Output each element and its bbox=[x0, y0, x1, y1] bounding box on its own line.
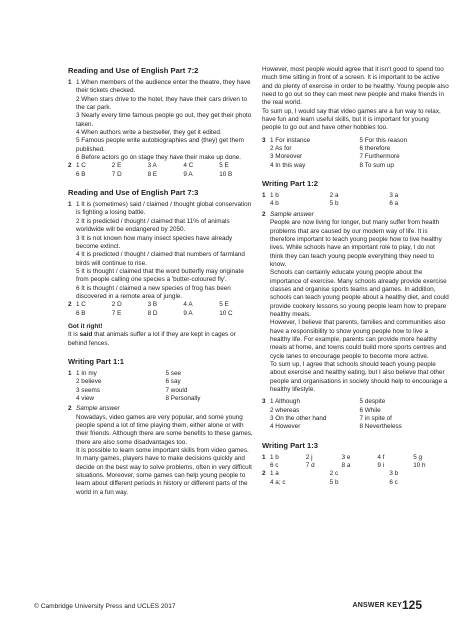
answer: 7 d bbox=[305, 462, 315, 470]
answer: 8 Personally bbox=[165, 395, 201, 402]
got-it-text-post: that animals suffer a lot if they are kept in cages or behind fences. bbox=[68, 331, 236, 347]
answer: 1 In my bbox=[76, 369, 97, 377]
answer: 10 C bbox=[219, 309, 233, 317]
answer-row bbox=[76, 301, 255, 309]
section-writing-1-3 bbox=[262, 441, 449, 487]
section-title: Reading and Use of English Part 7:2 bbox=[68, 66, 199, 75]
section-title: Writing Part 1:3 bbox=[262, 440, 318, 450]
paragraph: However, I believe that parents, families and communities also have a responsibility to show young people how to live a healthy life. For example, parents can provide more healthy meals at home, and towns could build more sports centres and cycle lanes to encourage people to become more active. bbox=[270, 319, 447, 360]
answer: 2 E bbox=[111, 162, 122, 170]
right-column bbox=[262, 66, 449, 496]
answer: 7 would bbox=[165, 386, 188, 394]
answer: 7 in spite of bbox=[359, 415, 392, 423]
answer: 5 For this reason bbox=[359, 136, 408, 144]
answer-list bbox=[76, 201, 255, 301]
page-footer bbox=[34, 598, 422, 614]
exercise-1 bbox=[68, 79, 255, 162]
answer-item: 4 It is predicted / thought / claimed that numbers of farmland birds will continue to rise. bbox=[76, 251, 245, 267]
sample-answer-continued bbox=[262, 66, 449, 170]
answer-item: 5 Famous people write autobiographies and (they) get them published. bbox=[76, 137, 244, 153]
answer-row bbox=[270, 200, 449, 208]
answer-item: 2 It is predicted / thought / claimed that 11% of animals worldwide will be endangered by 2050. bbox=[76, 217, 230, 234]
answer: 4 view bbox=[76, 395, 94, 402]
answer: 1 b bbox=[270, 192, 279, 200]
answer: 6 c bbox=[270, 462, 279, 470]
answer: 3 Moreover bbox=[270, 153, 303, 161]
paragraph: Schools can certainly educate young people about the importance of exercise. Many schools already provide exercise classes and organise sports teams and games. In addition, schools can teach young people about a healthy diet, and could provide cookery lessons so young people learn how to prepare healthy meals. bbox=[270, 269, 449, 318]
paragraph: Nowadays, video games are very popular, and some young people spend a lot of time playing them, either alone or with their friends. Although there are some benefits to these games, there are also some disadvantages too. bbox=[76, 413, 253, 446]
section-title: Writing Part 1:1 bbox=[68, 356, 124, 366]
answer: 2 j bbox=[305, 453, 313, 461]
exercise-number: 2 bbox=[262, 210, 266, 218]
answer-grid bbox=[76, 162, 255, 179]
answer-grid bbox=[76, 301, 255, 318]
answer: 9 A bbox=[183, 309, 193, 317]
answer: 7 D bbox=[111, 170, 122, 178]
answer: 5 b bbox=[329, 478, 339, 486]
answer: 3 On the other hand bbox=[270, 415, 327, 423]
answer-grid bbox=[270, 454, 449, 471]
paragraph: To sum up, I would say that video games are a fun way to relax, have fun and learn useful skills, but it is important for young people to go out and have other hobbies too. bbox=[262, 107, 441, 132]
exercise-1 bbox=[262, 192, 449, 209]
answer-row bbox=[270, 462, 449, 470]
exercise-number: 1 bbox=[68, 369, 72, 377]
got-it-right-box bbox=[68, 323, 255, 348]
answer-key-label: ANSWER KEY bbox=[352, 602, 402, 609]
answer: 1 C bbox=[76, 301, 86, 309]
answer-item: 3 It is not known how many insect species have already become extinct. bbox=[76, 234, 233, 250]
answer: 4 b bbox=[270, 200, 279, 208]
answer: 8 E bbox=[147, 170, 158, 178]
answer-grid bbox=[270, 137, 449, 170]
exercise-3 bbox=[262, 398, 449, 431]
answer-item: 6 It is thought / claimed a new species of frog has been discovered in a remote area of jungle. bbox=[76, 284, 231, 300]
exercise-2 bbox=[68, 405, 255, 497]
answer: 6 a bbox=[389, 200, 399, 208]
answer-item: 1 When members of the audience enter the theatre, they have their tickets checked. bbox=[76, 79, 251, 95]
copyright-notice: © Cambridge University Press and UCLES 2017 bbox=[34, 603, 176, 610]
answer-row bbox=[76, 162, 255, 170]
exercise-number: 2 bbox=[68, 162, 72, 170]
answer: 5 despite bbox=[359, 398, 386, 406]
exercise-1 bbox=[68, 201, 255, 301]
answer: 4 C bbox=[183, 162, 194, 170]
section-title: Writing Part 1:2 bbox=[262, 179, 318, 189]
left-column bbox=[68, 66, 255, 506]
answer-row bbox=[270, 470, 449, 478]
paragraph: It is possible to learn some important skills from video games. In many games, players have to make decisions quickly and decide on the best way to solve problems, often in very difficult situations. Moreover, some games can help young people to learn about different periods in history or different parts of the world in a fun way. bbox=[76, 447, 252, 496]
section-title: Reading and Use of English Part 7:3 bbox=[68, 188, 199, 198]
answer: 3 B bbox=[147, 301, 158, 309]
paragraph: People are now living for longer, but many suffer from health problems that are caused by our modern way of life. It is therefore important to teach young people how to live healthy lives. While schools have an important role to play, I do not think they can teach young people everything they need to know. bbox=[270, 219, 442, 268]
answer: 6 While bbox=[359, 406, 381, 414]
answer: 1 For instance bbox=[270, 136, 311, 144]
answer-item: 3 Nearly every time famous people go out, they get their photo taken. bbox=[76, 112, 252, 128]
answer: 1 a bbox=[270, 470, 279, 478]
answer: 9 A bbox=[183, 170, 193, 178]
answer: 1 b bbox=[270, 453, 279, 461]
got-it-text-bold: said bbox=[79, 331, 93, 339]
answer: 10 h bbox=[413, 462, 426, 470]
answer-item: 5 It is thought / claimed that the word butterfly may originate from people calling one species a 'butter-coloured fly'. bbox=[76, 267, 244, 284]
sample-answer-label: Sample answer bbox=[76, 405, 120, 413]
answer: 6 B bbox=[76, 309, 86, 317]
answer: 8 To sum up bbox=[359, 161, 394, 169]
section-reading-7-2 bbox=[68, 66, 255, 179]
answer-item: 6 Before actors go on stage they have their make up done. bbox=[76, 154, 242, 162]
exercise-number: 1 bbox=[68, 201, 72, 209]
exercise-number: 3 bbox=[262, 398, 266, 406]
exercise-number: 2 bbox=[68, 405, 72, 413]
answer-list bbox=[76, 79, 255, 162]
answer-item: 4 When authors write a bestseller, they get it edited. bbox=[76, 129, 222, 137]
exercise-number: 2 bbox=[262, 470, 266, 478]
answer: 3 seems bbox=[76, 386, 100, 394]
answer: 7 E bbox=[111, 309, 122, 317]
answer: 2 c bbox=[329, 470, 339, 478]
answer: 8 a bbox=[341, 462, 351, 470]
sample-answer-label: Sample answer bbox=[270, 210, 314, 218]
paragraph: However, most people would agree that it isn't good to spend too much time sitting in front of a screen. It is important to be active and do plenty of exercise in order to be healthy. Young people also need to go out so they can meet new people and make friends in the real world. bbox=[262, 66, 449, 107]
answer: 4 a; c bbox=[270, 478, 286, 486]
answer-row bbox=[270, 479, 449, 487]
exercise-number: 3 bbox=[262, 136, 266, 144]
answer: 5 g bbox=[413, 453, 423, 461]
answer: 3 a bbox=[389, 192, 399, 200]
exercise-1 bbox=[68, 370, 255, 403]
answer: 4 f bbox=[377, 453, 385, 461]
exercise-number: 1 bbox=[262, 453, 266, 461]
answer: 3 b bbox=[389, 470, 399, 478]
section-reading-7-3 bbox=[68, 188, 255, 348]
answer-row bbox=[270, 454, 449, 462]
section-writing-1-1 bbox=[68, 357, 255, 497]
exercise-2 bbox=[68, 301, 255, 318]
exercise-number: 1 bbox=[68, 79, 72, 86]
got-it-text-pre: It is bbox=[68, 331, 80, 339]
exercise-2 bbox=[262, 470, 449, 487]
answer-grid bbox=[270, 470, 449, 487]
answer: 2 whereas bbox=[270, 406, 300, 414]
answer: 6 say bbox=[165, 378, 181, 386]
answer-row bbox=[76, 310, 255, 318]
got-it-right-title: Got it right! bbox=[68, 322, 103, 330]
exercise-number: 2 bbox=[68, 301, 72, 309]
answer: 4 A bbox=[183, 301, 193, 309]
answer: 5 E bbox=[219, 301, 229, 309]
answer: 4 However bbox=[270, 423, 301, 431]
exercise-1 bbox=[262, 454, 449, 471]
answer: 8 D bbox=[147, 309, 158, 317]
answer: 4 In this way bbox=[270, 161, 306, 169]
exercise-2 bbox=[68, 162, 255, 179]
answer: 2 As for bbox=[270, 145, 292, 153]
answer: 8 Nevertheless bbox=[359, 423, 402, 431]
answer-grid bbox=[270, 398, 449, 431]
answer: 5 E bbox=[219, 162, 229, 170]
answer-row bbox=[76, 171, 255, 179]
answer-item: 2 When stars drive to the hotel, they have their cars driven to the car park. bbox=[76, 95, 248, 112]
answer-row bbox=[270, 192, 449, 200]
answer: 2 D bbox=[111, 301, 122, 309]
answer: 1 C bbox=[76, 162, 86, 170]
got-it-right-text bbox=[68, 331, 255, 348]
answer: 10 B bbox=[219, 170, 233, 178]
answer: 2 believe bbox=[76, 378, 102, 386]
exercise-3 bbox=[262, 137, 449, 170]
answer: 1 Although bbox=[270, 398, 300, 406]
exercise-number: 1 bbox=[262, 192, 266, 200]
answer: 6 B bbox=[76, 170, 86, 178]
answer-grid bbox=[76, 370, 255, 403]
page-number: 125 bbox=[401, 598, 422, 612]
answer: 3 A bbox=[147, 162, 157, 170]
answer-grid bbox=[270, 192, 449, 209]
answer: 2 a bbox=[329, 192, 339, 200]
answer: 5 b bbox=[329, 200, 339, 208]
answer: 5 see bbox=[165, 369, 182, 377]
section-writing-1-2 bbox=[262, 179, 449, 432]
answer: 9 i bbox=[377, 462, 385, 470]
answer: 7 Furthermore bbox=[359, 153, 400, 161]
sample-answer bbox=[270, 211, 449, 395]
answer: 6 therefore bbox=[359, 145, 391, 153]
answer: 6 c bbox=[389, 478, 398, 486]
answer: 3 e bbox=[341, 453, 351, 461]
answer-item: 1 It is (sometimes) said / claimed / thought global conservation is fighting a losing battle. bbox=[76, 201, 252, 217]
exercise-2 bbox=[262, 211, 449, 395]
paragraph: To sum up, I agree that schools should teach young people about exercise and healthy eating, but I also believe that other people and organisations in society should help to encourage a healthy lifestyle. bbox=[270, 361, 448, 394]
sample-answer bbox=[76, 405, 255, 497]
